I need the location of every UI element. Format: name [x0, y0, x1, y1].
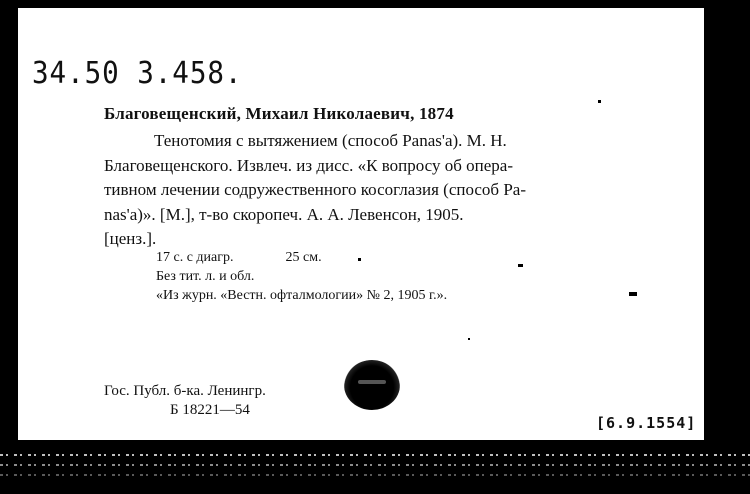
description-line: Тенотомия с вытяжением (способ Panas'a). М. Н. [154, 131, 507, 150]
description-line: nas'a)». [М.], т-во скоропеч. А. А. Левенсон, 1905. [104, 204, 464, 224]
size-text: 25 см. [285, 250, 322, 265]
scan-noise-line [0, 454, 750, 456]
bibliographic-description [104, 129, 684, 252]
scan-bottom-edge [0, 440, 750, 494]
author-heading: Благовещенский, Михаил Николаевич, 1874 [104, 104, 454, 123]
dust-speck [518, 264, 523, 267]
dust-speck [358, 258, 361, 261]
date-stamp: [6.9.1554] [596, 414, 697, 432]
source-note: «Из журн. «Вестн. офталмологии» № 2, 1905 г.». [156, 288, 448, 303]
pages-text: 17 с. с диагр. [156, 250, 234, 265]
library-name: Гос. Публ. б-ка. Ленингр. [104, 383, 266, 399]
scan-border-left [0, 0, 3, 494]
pages-size-line [156, 248, 447, 267]
physical-details [156, 248, 447, 305]
dust-speck [598, 100, 601, 103]
title-note: Без тит. л. и обл. [156, 269, 255, 284]
library-number: Б 18221—54 [170, 402, 250, 418]
catalog-card [18, 8, 704, 440]
description-line: Благовещенского. Извлеч. из дисс. «К вопросу об опера- [104, 155, 514, 175]
ink-blot [344, 360, 400, 410]
library-stamp-text [104, 382, 266, 420]
scan-noise-line [0, 474, 750, 476]
handwritten-call-number: 34.50 3.458. [32, 56, 243, 91]
scan-noise-line [0, 464, 750, 466]
description-line: тивном лечении содружественного косоглазия (способ Pa- [104, 180, 526, 199]
dust-speck [468, 338, 470, 340]
dust-speck [629, 292, 637, 296]
description-line: [ценз.]. [104, 229, 157, 248]
